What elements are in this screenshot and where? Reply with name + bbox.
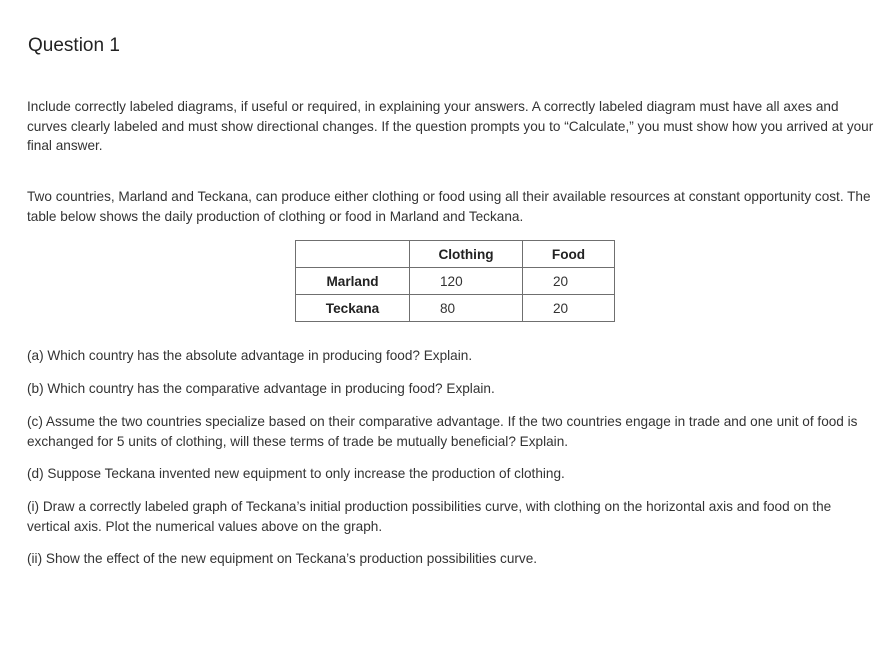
question-part-d-i: (i) Draw a correctly labeled graph of Teckana’s initial production possibilities curve, with clothing on the horizontal axis and food on the vertical axis. Plot the numerical values above on the graph.: [27, 499, 832, 534]
table-header-row: [296, 241, 615, 268]
table-row: [296, 295, 615, 322]
clothing-cell: 80: [410, 295, 523, 322]
production-table: [295, 240, 615, 322]
table-row: [296, 268, 615, 295]
question-title: Question 1: [28, 35, 120, 56]
clothing-cell: 120: [410, 268, 523, 295]
question-part-b: (b) Which country has the comparative advantage in producing food? Explain.: [27, 381, 495, 396]
food-column-header: Food: [523, 241, 615, 268]
instructions-paragraph: Include correctly labeled diagrams, if useful or required, in explaining your answers. A correctly labeled diagram must have all axes and curves clearly labeled and must show directional changes. If the question prompts you to “Calculate,” you must show how you arrived at your final answer.: [27, 99, 874, 153]
question-part-a: (a) Which country has the absolute advantage in producing food? Explain.: [27, 348, 473, 363]
food-cell: 20: [523, 295, 615, 322]
country-cell: Marland: [296, 268, 410, 295]
country-cell: Teckana: [296, 295, 410, 322]
question-part-d-ii: (ii) Show the effect of the new equipment on Teckana’s production possibilities curve.: [27, 551, 538, 566]
table-corner-cell: [296, 241, 410, 268]
clothing-column-header: Clothing: [410, 241, 523, 268]
intro-paragraph: Two countries, Marland and Teckana, can produce either clothing or food using all their available resources at constant opportunity cost. The table below shows the daily production of clothing or food in Marland and Teckana.: [27, 189, 871, 224]
question-part-c: (c) Assume the two countries specialize based on their comparative advantage. If the two countries engage in trade and one unit of food is exchanged for 5 units of clothing, will these terms of trade be mutually beneficial? Explain.: [27, 414, 858, 449]
question-part-d: (d) Suppose Teckana invented new equipment to only increase the production of clothing.: [27, 466, 565, 481]
food-cell: 20: [523, 268, 615, 295]
